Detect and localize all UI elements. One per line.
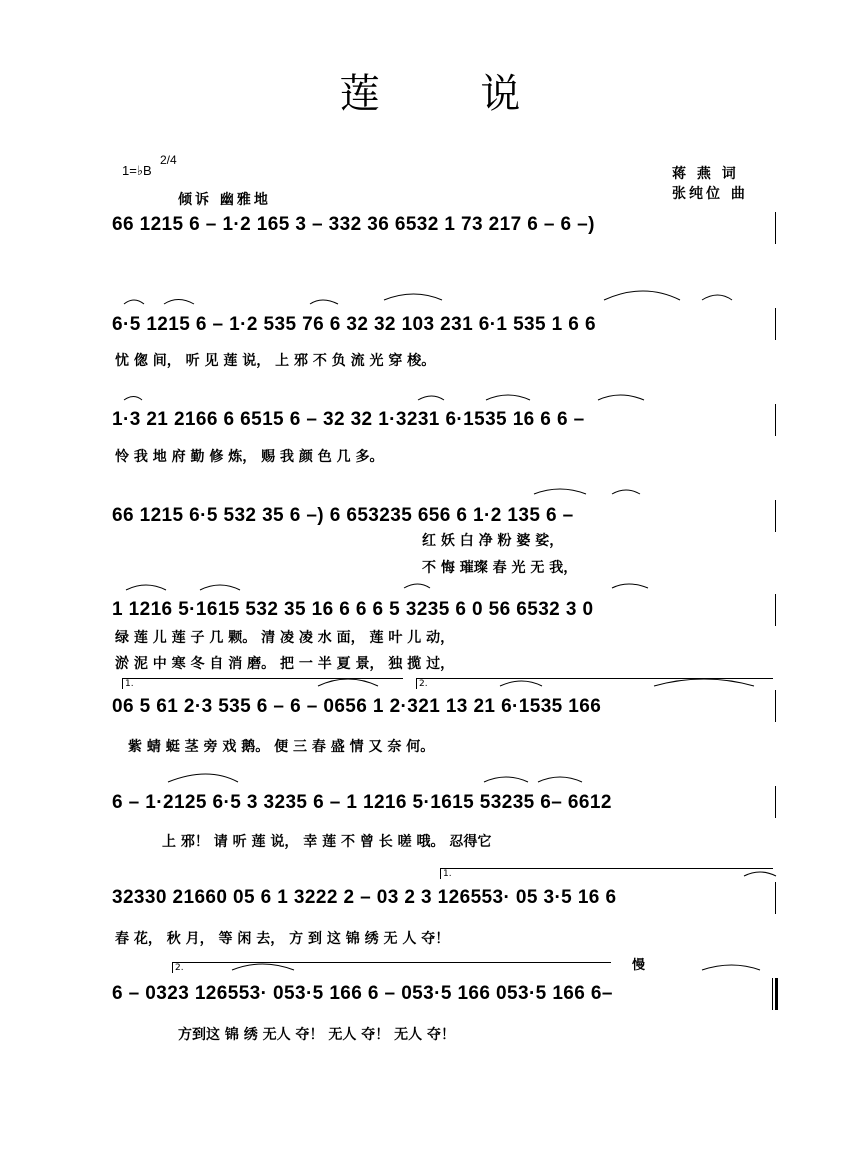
lyric-line: 忧 偬 间， 听 见 莲 说， 上 邪 不 负 流 光 穿 梭。 [115,353,436,369]
bar-line [775,594,776,626]
notation-line: 1·3 21 2166 6 6515 6 – 32 32 1·3231 6·1535 16 6 6 – [112,409,585,430]
lyric-line: 春 花， 秋 月， 等 闲 去， 方 到 这 锦 绣 无 人 夺！ [115,931,450,947]
bar-line [775,500,776,532]
bar-line [775,882,776,914]
bar-line [775,404,776,436]
volta-label: 2. [175,963,184,973]
key-signature [122,163,152,179]
notation-line: 32330 21660 05 6 1 3222 2 – 03 2 3 126553· 05 3·5 16 6 [112,887,617,908]
volta-bracket [172,962,611,973]
composer-credit: 张纯位 曲 [672,186,748,202]
song-title: 莲 说 [339,71,565,117]
notation-line: 1 1216 5·1615 532 35 16 6 6 6 5 3235 6 0 56 6532 3 0 [112,599,594,620]
volta-label: 1. [125,679,134,689]
lyric-line: 方到这 锦 绣 无人 夺！ 无人 夺！ 无人 夺！ [178,1027,455,1043]
lyric-line: 红 妖 白 净 粉 婆 娑， [422,533,564,549]
tempo-mark: 倾诉 幽雅地 [178,192,271,208]
lyric-line: 淤 泥 中 寒 冬 自 消 磨。 把 一 半 夏 景， 独 揽 过， [115,656,455,672]
time-signature: 2/4 [160,153,177,167]
volta-bracket [122,678,403,689]
notation-line: 66 1215 6·5 532 35 6 –) 6 653235 656 6 1·2 135 6 – [112,505,574,526]
notation-line: 6 – 0323 126553· 053·5 166 6 – 053·5 166 053·5 166 6– [112,983,613,1004]
bar-line [775,212,776,244]
slow-mark: 慢 [632,958,646,973]
final-bar-line [772,978,773,1010]
bar-line [775,690,776,722]
volta-label: 1. [443,869,452,879]
lyric-line: 不 悔 璀璨 春 光 无 我， [422,560,578,576]
notation-line: 06 5 61 2·3 535 6 – 6 – 0656 1 2·321 13 21 6·1535 166 [112,696,602,717]
lyric-line: 怜 我 地 府 勤 修 炼， 赐 我 颜 色 几 多。 [115,449,384,465]
lyricist-credit: 蒋 燕 词 [672,166,739,182]
bar-line [775,786,776,818]
lyric-line: 紫 蜻 蜓 茎 旁 戏 鹅。 便 三 春 盛 情 又 奈 何。 [128,739,435,755]
lyric-line: 上 邪！ 请 听 莲 说， 幸 莲 不 曾 长 嗟 哦。 忍得它 [162,834,492,850]
bar-line [775,308,776,340]
key-signature-text: 1=♭B [122,163,152,178]
final-bar-line [775,978,778,1010]
volta-bracket [416,678,773,689]
notation-line: 6 – 1·2125 6·5 3 3235 6 – 1 1216 5·1615 53235 6– 6612 [112,792,612,813]
notation-line: 6·5 1215 6 – 1·2 535 76 6 32 32 103 231 6·1 535 1 6 6 [112,314,596,335]
volta-label: 2. [419,679,428,689]
staff-row [112,214,774,264]
lyric-line: 绿 莲 儿 莲 子 几 颗。 清 凌 凌 水 面， 莲 叶 儿 动， [115,630,455,646]
notation-line: 66 1215 6 – 1·2 165 3 – 332 36 6532 1 73 217 6 – 6 –) [112,214,595,235]
volta-bracket [440,868,773,879]
